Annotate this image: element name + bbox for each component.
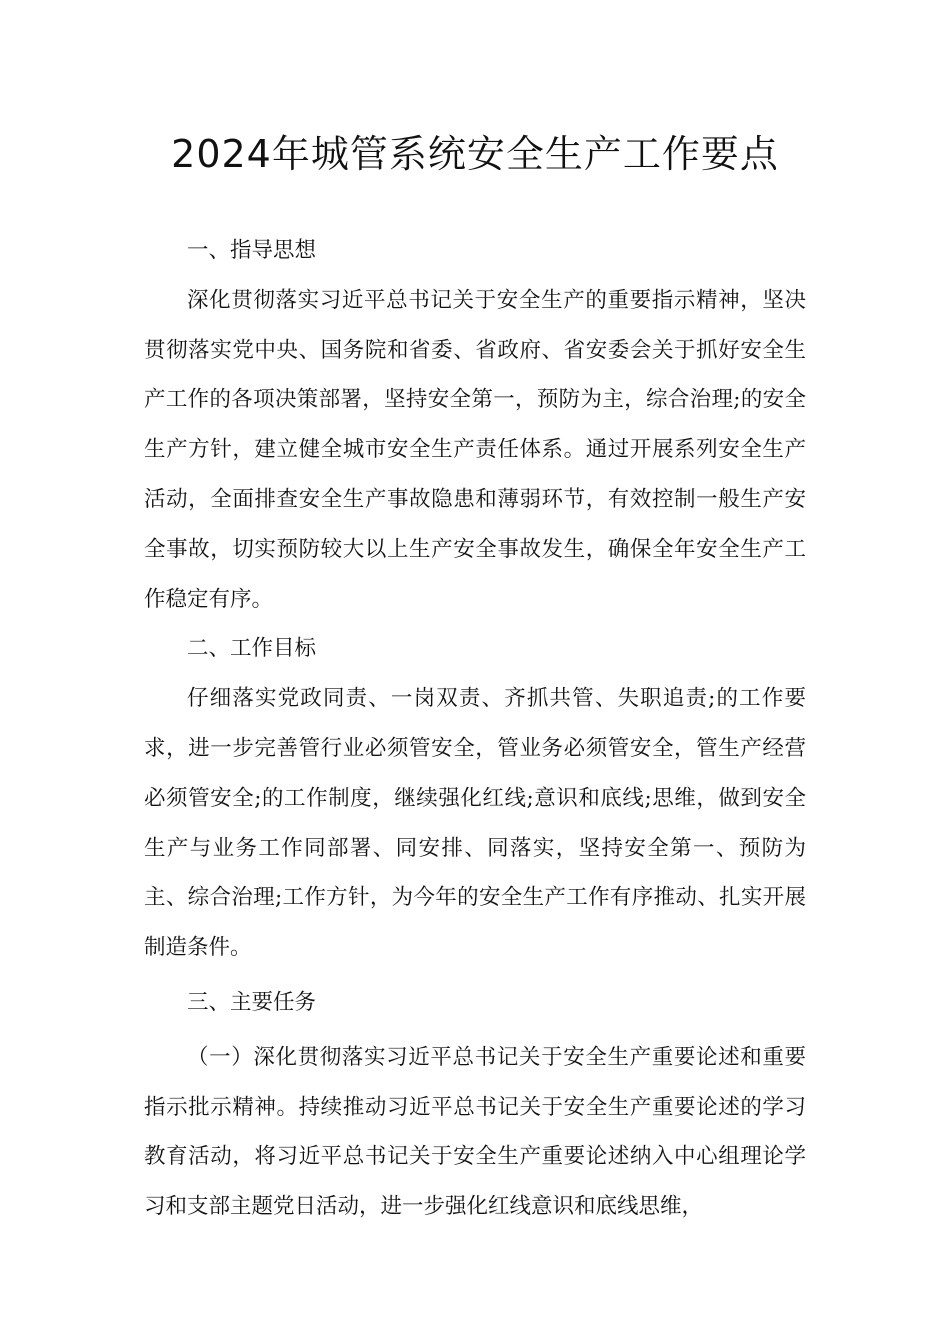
section-heading-guiding-ideology: 一、指导思想 (187, 238, 317, 263)
document-title: 2024年城管系统安全生产工作要点 (171, 132, 779, 176)
document-body (144, 226, 806, 1232)
paragraph-work-goals: 仔细落实党政同责、一岗双责、齐抓共管、失职追责;的工作要求，进一步完善管行业必须管安全，管业务必须管安全，管生产经营必须管安全;的工作制度，继续强化红线;意识和底线;思维，做到安全生产与业务工作同部署、同安排、同落实，坚持安全第一、预防为主、综合治理;工作方针，为今年的安全生产工作有序推动、扎实开展制造条件。 (144, 686, 806, 961)
section-heading-main-tasks: 三、主要任务 (187, 989, 317, 1015)
paragraph-guiding-ideology: 深化贯彻落实习近平总书记关于安全生产的重要指示精神，坚决贯彻落实党中央、国务院和省委、省政府、省安委会关于抓好安全生产工作的各项决策部署，坚持安全第一，预防为主，综合治理;的安全生产方针，建立健全城市安全生产责任体系。通过开展系列安全生产活动，全面排查安全生产事故隐患和薄弱环节，有效控制一般生产安全事故，切实预防较大以上生产安全事故发生，确保全年安全生产工作稳定有序。 (144, 287, 806, 612)
section-heading-work-goals: 二、工作目标 (187, 636, 317, 662)
paragraph-main-task-1: （一）深化贯彻落实习近平总书记关于安全生产重要论述和重要指示批示精神。持续推动习近平总书记关于安全生产重要论述的学习教育活动，将习近平总书记关于安全生产重要论述纳入中心组理论学习和支部主题党日活动，进一步强化红线意识和底线思维， (144, 1044, 806, 1220)
